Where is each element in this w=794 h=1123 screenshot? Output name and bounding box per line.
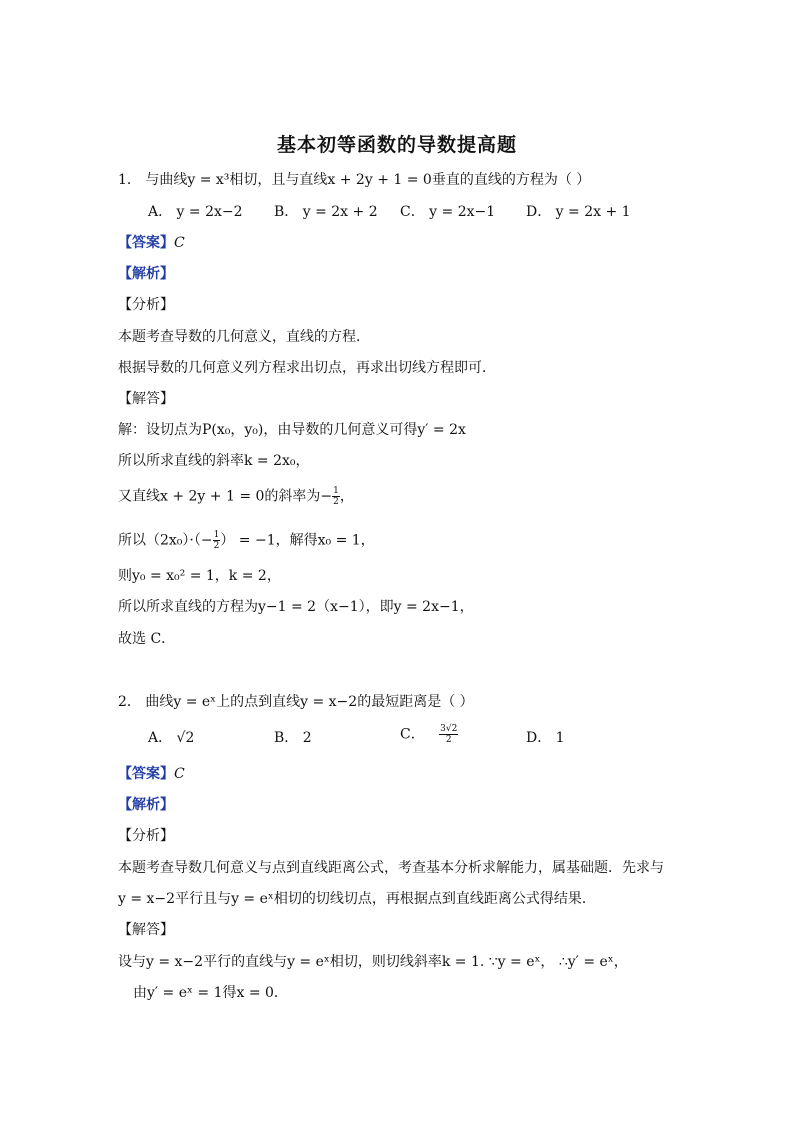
q1-solution-2: 所以所求直线的斜率k = 2x₀， xyxy=(118,453,310,469)
q1-analysis-2: 根据导数的几何意义列方程求出切点，再求出切线方程即可． xyxy=(118,360,496,376)
answer-label: 【答案】 xyxy=(118,235,174,251)
q1-analysis-1: 本题考查导数的几何意义，直线的方程． xyxy=(118,329,370,345)
q2-option-d: D． 1 xyxy=(526,730,565,746)
q1-solution-7: 故选 C． xyxy=(118,631,176,647)
q2-solution-2: 由y′ = eˣ = 1得x = 0． xyxy=(133,985,288,1001)
q2-answer xyxy=(118,764,185,784)
fraction-numerator: 1 xyxy=(213,530,220,540)
q1-option-d: D． y = 2x + 1 xyxy=(526,204,631,220)
q2-analysis-2: y = x−2平行且与y = eˣ相切的切线切点，再根据点到直线距离公式得结果． xyxy=(118,891,596,907)
q1-solution-1: 解：设切点为P(x₀，y₀)，由导数的几何意义可得y′ = 2x xyxy=(118,422,466,438)
q2-fenxi-label: 【分析】 xyxy=(118,828,174,844)
q1-option-c: C． y = 2x−1 xyxy=(400,204,496,220)
q2-jieda-label: 【解答】 xyxy=(118,922,174,938)
q2-jiexi-label: 【解析】 xyxy=(118,797,174,813)
answer-value: C xyxy=(174,766,185,782)
fraction-three-root-two-over-two xyxy=(439,724,458,745)
q1-option-b: B． y = 2x + 2 xyxy=(274,204,378,220)
q1-fenxi-label: 【分析】 xyxy=(118,297,174,313)
question-2-stem: 2． 曲线y = eˣ上的点到直线y = x−2的最短距离是（ ） xyxy=(118,694,474,710)
q1-answer xyxy=(118,233,185,253)
q1-solution-5: 则y₀ = x₀² = 1，k = 2， xyxy=(118,568,281,584)
fraction-numerator: 3√2 xyxy=(440,724,458,734)
fraction-denominator: 2 xyxy=(445,735,452,745)
fraction-denominator: 2 xyxy=(213,541,220,551)
q1-solution-3-tail: ， xyxy=(339,488,354,505)
q2-analysis-1: 本题考查导数几何意义与点到直线距离公式，考查基本分析求解能力，属基础题．先求与 xyxy=(118,860,664,876)
q1-jieda-label: 【解答】 xyxy=(118,391,174,407)
q1-solution-3-text: 又直线x + 2y + 1 = 0的斜率为− xyxy=(118,488,333,505)
q1-option-a: A． y = 2x−2 xyxy=(148,204,243,220)
question-1-stem: 1． 与曲线y = x³相切，且与直线x + 2y + 1 = 0垂直的直线的方程为（ ） xyxy=(118,172,591,188)
q1-solution-4-tail: ） = −1，解得x₀ = 1， xyxy=(220,532,375,549)
q2-solution-1: 设与y = x−2平行的直线与y = eˣ相切，则切线斜率k = 1. ∵y = eˣ， ∴y′ = eˣ， xyxy=(118,954,628,970)
q1-solution-3 xyxy=(118,486,354,507)
q2-option-c xyxy=(400,724,458,745)
q2-option-c-label: C． xyxy=(400,726,425,743)
answer-value: C xyxy=(174,235,185,251)
q1-solution-4-text: 所以（2x₀）·（− xyxy=(118,532,213,549)
q2-option-b: B． 2 xyxy=(274,730,312,746)
page-title: 基本初等函数的导数提高题 xyxy=(276,134,517,156)
q1-solution-6: 所以所求直线的方程为y−1 = 2（x−1），即y = 2x−1， xyxy=(118,599,474,615)
fraction-denominator: 2 xyxy=(333,497,339,507)
q1-jiexi-label: 【解析】 xyxy=(118,266,174,282)
fraction-one-half xyxy=(332,486,340,507)
q1-solution-4 xyxy=(118,530,375,551)
fraction-numerator: 1 xyxy=(333,486,339,496)
q2-option-a: A． √2 xyxy=(148,730,195,746)
answer-label: 【答案】 xyxy=(118,766,174,782)
